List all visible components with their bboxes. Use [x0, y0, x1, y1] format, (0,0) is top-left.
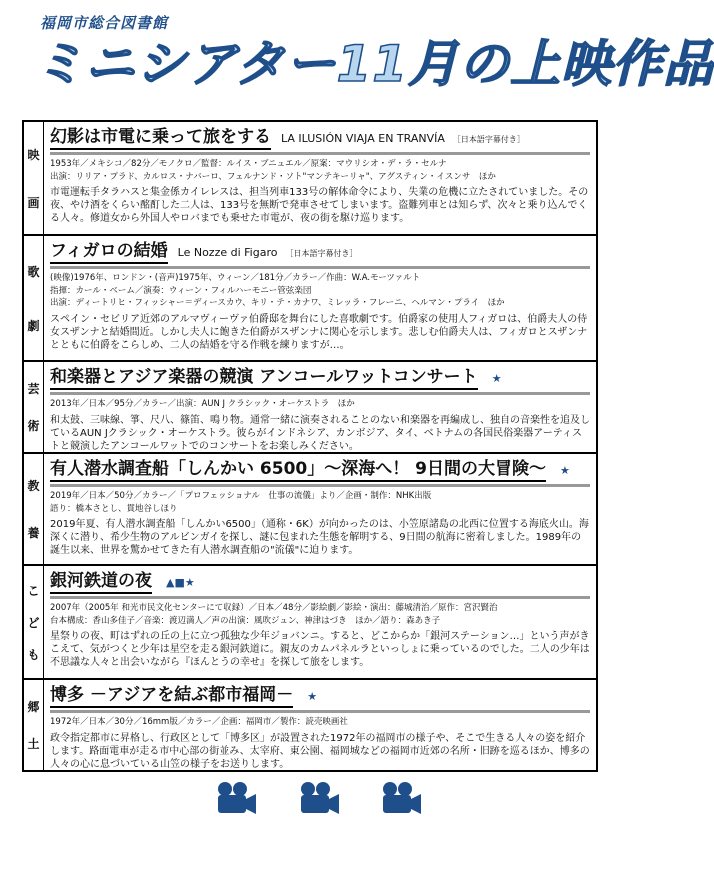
program-title-bar: [50, 458, 590, 487]
program-section: [24, 236, 596, 362]
movie-camera-icon: [380, 780, 422, 816]
program-original-title: Le Nozze di Figaro: [177, 246, 278, 259]
program-section: [24, 122, 596, 236]
category-label: 映 画: [24, 122, 44, 234]
program-title: 銀河鉄道の夜: [50, 570, 152, 594]
star-icon: ★: [491, 372, 502, 385]
program-credits: 1953年／メキシコ／82分／モノクロ／監督：ルイス・ブニュエル／原案：マウリシオ・デ・ラ・セルナ 出演：リリア・プラド、カルロス・ナバーロ、フェルナンド・ソト"マンテキーリャ"、アグスティン・イスンサ ほか: [50, 159, 496, 182]
program-section: [24, 680, 596, 770]
star-icon: ★: [307, 690, 318, 703]
category-label: 教 養: [24, 454, 44, 564]
movie-camera-icon: [215, 780, 257, 816]
program-title: 和楽器とアジア楽器の競演 アンコールワットコンサート: [50, 366, 478, 390]
program-description: 市電運転手タラハスと集金係カイレレスは、担当列車133号の解体命令により、失業の危機に立たされていました。その夜、やけ酒をくらい酩酊した二人は、133号を無断で発車させてしまいます。盗難列車とは知らず、次々と乗り込んでくる人々。修道女から外国人やロバまでも乗せた市電が、夜の街を駆け巡ります。: [50, 187, 589, 224]
category-label: 郷 土: [24, 680, 44, 770]
category-label: こ ど も: [24, 566, 44, 678]
program-credits: 1972年／日本／30分／16mm版／カラー／企画：福岡市／製作：読売映画社: [50, 717, 348, 727]
library-name: 福岡市総合図書館: [40, 14, 169, 32]
program-title-bar: [50, 240, 590, 269]
program-credits: 2013年／日本／95分／カラー／出演：AUN J クラシック・オーケストラ ほか: [50, 399, 355, 409]
program-section: [24, 362, 596, 454]
program-listing: [22, 120, 598, 772]
program-description: 和太鼓、三味線、箏、尺八、篠笛、鳴り物。通常一緒に演奏されることのない和楽器を再編成し、独自の音楽性を追及しているAUN Jクラシック・オーケストラ。彼らがインドネシア、カンボジア、タイ、ベトナムの各国民俗楽器アーティストと競演したアンコールワットでのコンサートをお楽しみください。: [50, 414, 590, 452]
program-section: [24, 454, 596, 566]
header: [28, 8, 714, 112]
decoration-row: [0, 780, 625, 820]
program-title-bar: [50, 366, 590, 395]
star-icon: ★: [559, 464, 570, 477]
program-description: 2019年夏、有人潜水調査船「しんかい6500」（通称・6K）が向かったのは、小笠原諸島の北西に位置する海底火山。海深くに潜り、希少生物のアルビンガイを探し、謎に包まれた生態を解明する、9日間の航海に密着しました。1989年の誕生以来、世界を驚かせてきた有人潜水調査船の"流儀"に迫ります。: [50, 519, 589, 556]
program-title: 幻影は市電に乗って旅をする: [50, 126, 271, 150]
program-title: 有人潜水調査船「しんかい 6500」～深海へ！ 9日間の大冒険～: [50, 458, 546, 482]
program-credits: (映像)1976年、ロンドン・(音声)1975年、ウィーン／181分／カラー／作曲：W.A.モーツァルト 指揮：カール・ベーム／演奏：ウィーン・フィルハーモニー管弦楽団 出演：ディートリヒ・フィッシャー＝ディースカウ、キリ・テ・カナワ、ミレッラ・フレーニ、ヘルマン・プライ ほか: [50, 273, 505, 308]
category-label: 芸 術: [24, 362, 44, 452]
subtitle-tag: ［日本語字幕付き］: [285, 249, 358, 258]
page-title: ミニシアター11月の上映作品: [34, 35, 714, 93]
program-section: [24, 566, 596, 680]
program-credits: 2019年／日本／50分／カラー／「プロフェッショナル 仕事の流儀」より／企画・制作：NHK出版 語り：橋本さとし、貫地谷しほり: [50, 491, 432, 514]
program-original-title: LA ILUSIÓN VIAJA EN TRANVÍA: [281, 132, 445, 145]
program-title-bar: [50, 126, 590, 155]
program-description: 星祭りの夜、町はずれの丘の上に立つ孤独な少年ジョバンニ。すると、どこからか「銀河ステーション…」という声がきこえて、気がつくと少年は星空を走る銀河鉄道に。親友のカムパネルラといっしょに乗っているのでした。二人の少年は不思議な人々と出会いながら『ほんとうの幸せ』を探して旅をします。: [50, 631, 590, 668]
rating-marks-icon: ▲■★: [166, 576, 195, 589]
program-description: 政令指定都市に昇格し、行政区として「博多区」が設置された1972年の福岡市の様子や、そこで生きる人々の姿を紹介します。路面電車が走る市中心部の街並み、太宰府、東公園、福岡城などの福岡市近郊の名所・旧跡を巡るほか、博多の人々の心に息づいている山笠の様子をお送りします。: [50, 732, 590, 770]
program-title-bar: [50, 684, 590, 713]
subtitle-tag: ［日本語字幕付き］: [452, 135, 525, 144]
program-description: スペイン・セビリア近郊のアルマヴィーヴァ伯爵邸を舞台にした喜歌劇です。伯爵家の使用人フィガロは、伯爵夫人の侍女スザンナと結婚間近。しかし夫人に飽きた伯爵がスザンナに関心を示します。悲しむ伯爵夫人は、フィガロとスザンナとともに伯爵をこらしめ、二人の結婚を守る作戦を練りますが…。: [50, 313, 588, 351]
movie-camera-icon: [298, 780, 340, 816]
program-title: フィガロの結婚: [50, 240, 168, 264]
program-credits: 2007年（2005年 和光市民文化センターにて収録）／日本／48分／影絵劇／影絵・演出：藤城清治／原作：宮沢賢治 台本構成：香山多佳子／音楽：渡辺満人／声の出演：風吹ジュン、神津はづき ほか／語り：森あき子: [50, 603, 498, 626]
program-title: 博多 －アジアを結ぶ都市福岡－: [50, 684, 293, 708]
category-label: 歌 劇: [24, 236, 44, 360]
program-title-bar: [50, 570, 590, 599]
